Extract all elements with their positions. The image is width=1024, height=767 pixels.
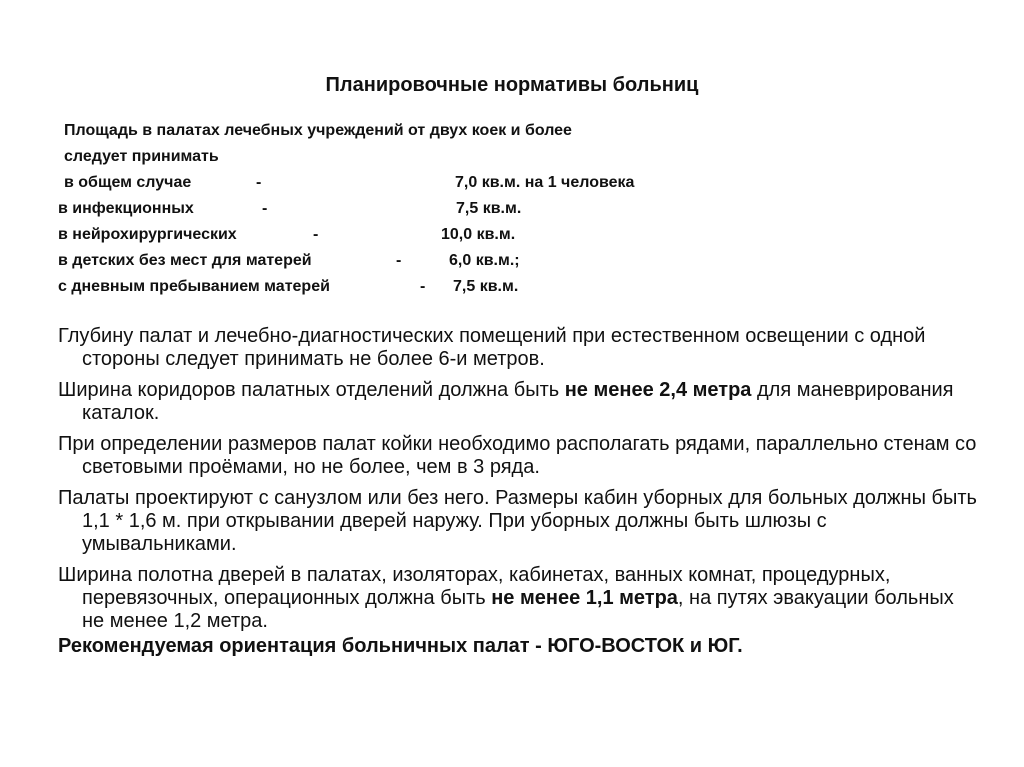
norm-dash: - (262, 200, 268, 217)
paragraph-text: Ширина коридоров палатных отделений должна быть (58, 379, 565, 401)
norm-label: в нейрохирургических (58, 226, 237, 243)
norm-value: 10,0 кв.м. (441, 226, 516, 243)
paragraph-door-width (58, 564, 978, 633)
paragraph-bed-placement: При определении размеров палат койки необходимо располагать рядами, параллельно стенам со световыми проёмами, но не более, чем в 3 ряда. (58, 433, 977, 478)
norm-row (0, 174, 1024, 196)
norm-value: 7,5 кв.м. (453, 278, 519, 295)
paragraph-text: для маневрирования каталок. (82, 379, 954, 424)
paragraph-corridor-width (58, 379, 978, 425)
norm-row (0, 226, 1024, 248)
norm-value: 7,0 кв.м. на 1 человека (455, 174, 635, 191)
norm-row (0, 278, 1024, 300)
page-title: Планировочные нормативы больниц (325, 74, 699, 96)
intro-line-2: следует принимать (64, 148, 219, 165)
norm-dash: - (420, 278, 426, 295)
paragraph-emphasis: не менее 2,4 метра (564, 379, 752, 401)
intro-line-1: Площадь в палатах лечебных учреждений от двух коек и более (64, 122, 572, 139)
norm-dash: - (256, 174, 262, 191)
norm-row (0, 200, 1024, 222)
paragraph-text: , на путях эвакуации больных не менее 1,2 метра. (82, 587, 954, 632)
norm-label: в инфекционных (58, 200, 194, 217)
orientation-recommendation: Рекомендуемая ориентация больничных палат - ЮГО-ВОСТОК и ЮГ. (58, 635, 743, 657)
norm-label: в детских без мест для матерей (58, 252, 312, 269)
norm-label: с дневным пребыванием матерей (58, 278, 330, 295)
paragraph-text: Ширина полотна дверей в палатах, изоляторах, кабинетах, ванных комнат, процедурных, перевязочных, операционных должна быть (58, 564, 891, 609)
norm-label: в общем случае (64, 174, 192, 191)
norm-value: 7,5 кв.м. (456, 200, 522, 217)
norm-dash: - (396, 252, 402, 269)
norm-dash: - (313, 226, 319, 243)
paragraph-emphasis: не менее 1,1 метра (491, 587, 678, 609)
paragraph-sanitary: Палаты проектируют с санузлом или без него. Размеры кабин уборных для больных должны быть 1,1 * 1,6 м. при открывании дверей наружу. При уборных должны быть шлюзы с умывальниками. (58, 487, 977, 555)
norm-row (0, 252, 1024, 274)
norm-value: 6,0 кв.м.; (449, 252, 520, 269)
requirements-text (58, 325, 978, 641)
paragraph-room-depth: Глубину палат и лечебно-диагностических помещений при естественном освещении с одной стороны следует принимать не более 6-и метров. (58, 325, 926, 370)
